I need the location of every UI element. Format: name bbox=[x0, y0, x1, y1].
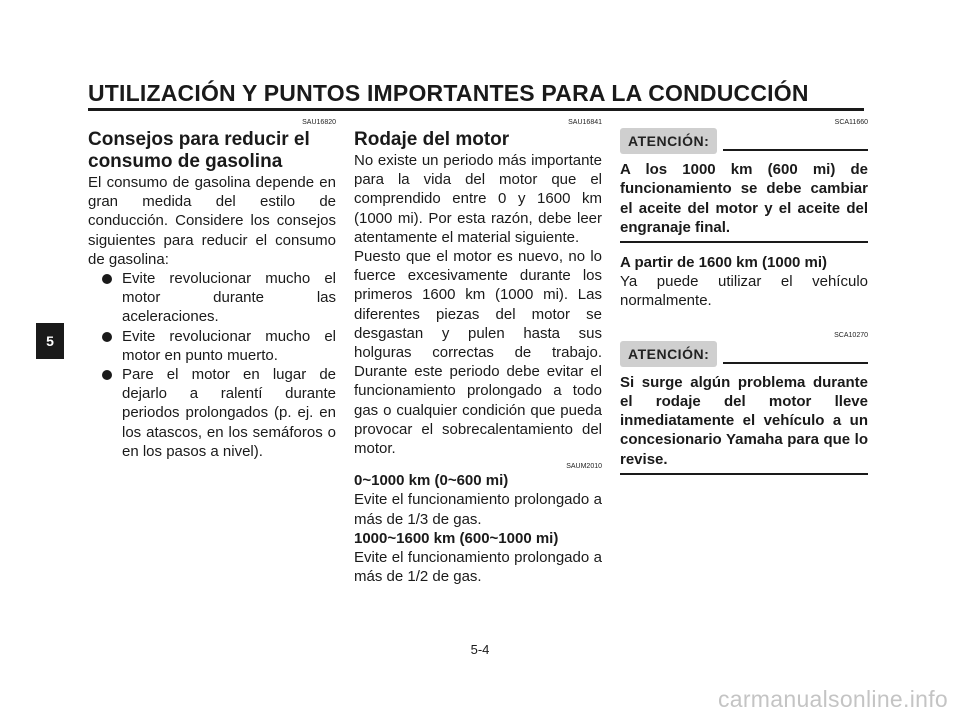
notice-code: SCA10270 bbox=[834, 331, 868, 339]
break-in-paragraph-1: No existe un periodo más importante para la vida del motor que el comprendido entre 0 y 1600 km (1000 mi). Por esta razón, debe leer atentamente el material siguiente. bbox=[354, 152, 602, 246]
notice-end-rule bbox=[620, 473, 868, 475]
page-header-title: UTILIZACIÓN Y PUNTOS IMPORTANTES PARA LA CONDUCCIÓN bbox=[88, 80, 809, 106]
section-code: SAUM2010 bbox=[566, 463, 602, 471]
list-item-text: Evite revolucionar mucho el motor en punto muerto. bbox=[122, 327, 336, 364]
engine-break-in-section bbox=[354, 118, 602, 586]
break-in-paragraph-2: Puesto que el motor es nuevo, no lo fuerce excesivamente durante los primeros 1600 km (1000 mi). Las diferentes piezas del motor se desgastan y pulen hasta sus holguras correctas de trabajo. Durante este periodo debe evitar el funcionamiento prolongado a todo gas o cualquier condición que pueda provocar el sobrecalentamiento del motor. bbox=[354, 248, 602, 458]
notice-text: Si surge algún problema durante el rodaje del motor lleve inmediatamente el vehículo a un concesionario Yamaha para que lo revise. bbox=[620, 373, 868, 468]
notice-header bbox=[620, 128, 868, 154]
attention-badge: ATENCIÓN: bbox=[620, 341, 717, 367]
notice-rule bbox=[723, 362, 868, 364]
stage-2-title: 1000~1600 km (600~1000 mi) bbox=[354, 529, 559, 547]
notice-header bbox=[620, 341, 868, 367]
list-item-text: Pare el motor en lugar de dejarlo a ralentí durante periodos prolongados (p. ej. en los atascos, en los semáforos o en los pasos a nivel). bbox=[122, 366, 336, 460]
attention-badge: ATENCIÓN: bbox=[620, 128, 717, 154]
chapter-tab: 5 bbox=[36, 323, 64, 359]
list-item bbox=[102, 269, 336, 327]
stage-3-title: A partir de 1600 km (1000 mi) bbox=[620, 254, 828, 272]
watermark: carmanualsonline.info bbox=[717, 686, 948, 712]
section-code: SAU16820 bbox=[302, 119, 336, 126]
notice-end-rule bbox=[620, 241, 868, 243]
bullet-icon bbox=[102, 332, 112, 342]
stage-3-text: Ya puede utilizar el vehículo normalmente. bbox=[620, 273, 868, 310]
fuel-tips-intro: El consumo de gasolina depende en gran medida del estilo de conducción. Considere los consejos siguientes para reducir el consumo de gasolina: bbox=[88, 174, 336, 268]
stage-2-text: Evite el funcionamiento prolongado a más de 1/2 de gas. bbox=[354, 549, 602, 586]
list-item bbox=[102, 365, 336, 461]
notice-rule bbox=[723, 149, 868, 151]
notice-text: A los 1000 km (600 mi) de funcionamiento se debe cambiar el aceite del motor y el aceite del engranaje final. bbox=[620, 161, 868, 236]
notice-code: SCA11660 bbox=[834, 119, 868, 126]
bullet-icon bbox=[102, 370, 112, 380]
page-number: 5-4 bbox=[470, 642, 490, 657]
fuel-tips-list bbox=[88, 269, 336, 461]
list-item-text: Evite revolucionar mucho el motor durante las aceleraciones. bbox=[122, 270, 336, 326]
list-item bbox=[102, 327, 336, 365]
section-code: SAU16841 bbox=[568, 119, 602, 126]
engine-break-in-heading: Rodaje del motor bbox=[354, 129, 510, 150]
stage-1-text: Evite el funcionamiento prolongado a más de 1/3 de gas. bbox=[354, 491, 602, 528]
header-rule bbox=[88, 108, 864, 111]
stage-1-title: 0~1000 km (0~600 mi) bbox=[354, 472, 509, 490]
notices-section bbox=[620, 118, 868, 475]
fuel-tips-section bbox=[88, 118, 336, 461]
bullet-icon bbox=[102, 274, 112, 284]
fuel-tips-heading: Consejos para reducir el consumo de gasolina bbox=[88, 129, 310, 172]
